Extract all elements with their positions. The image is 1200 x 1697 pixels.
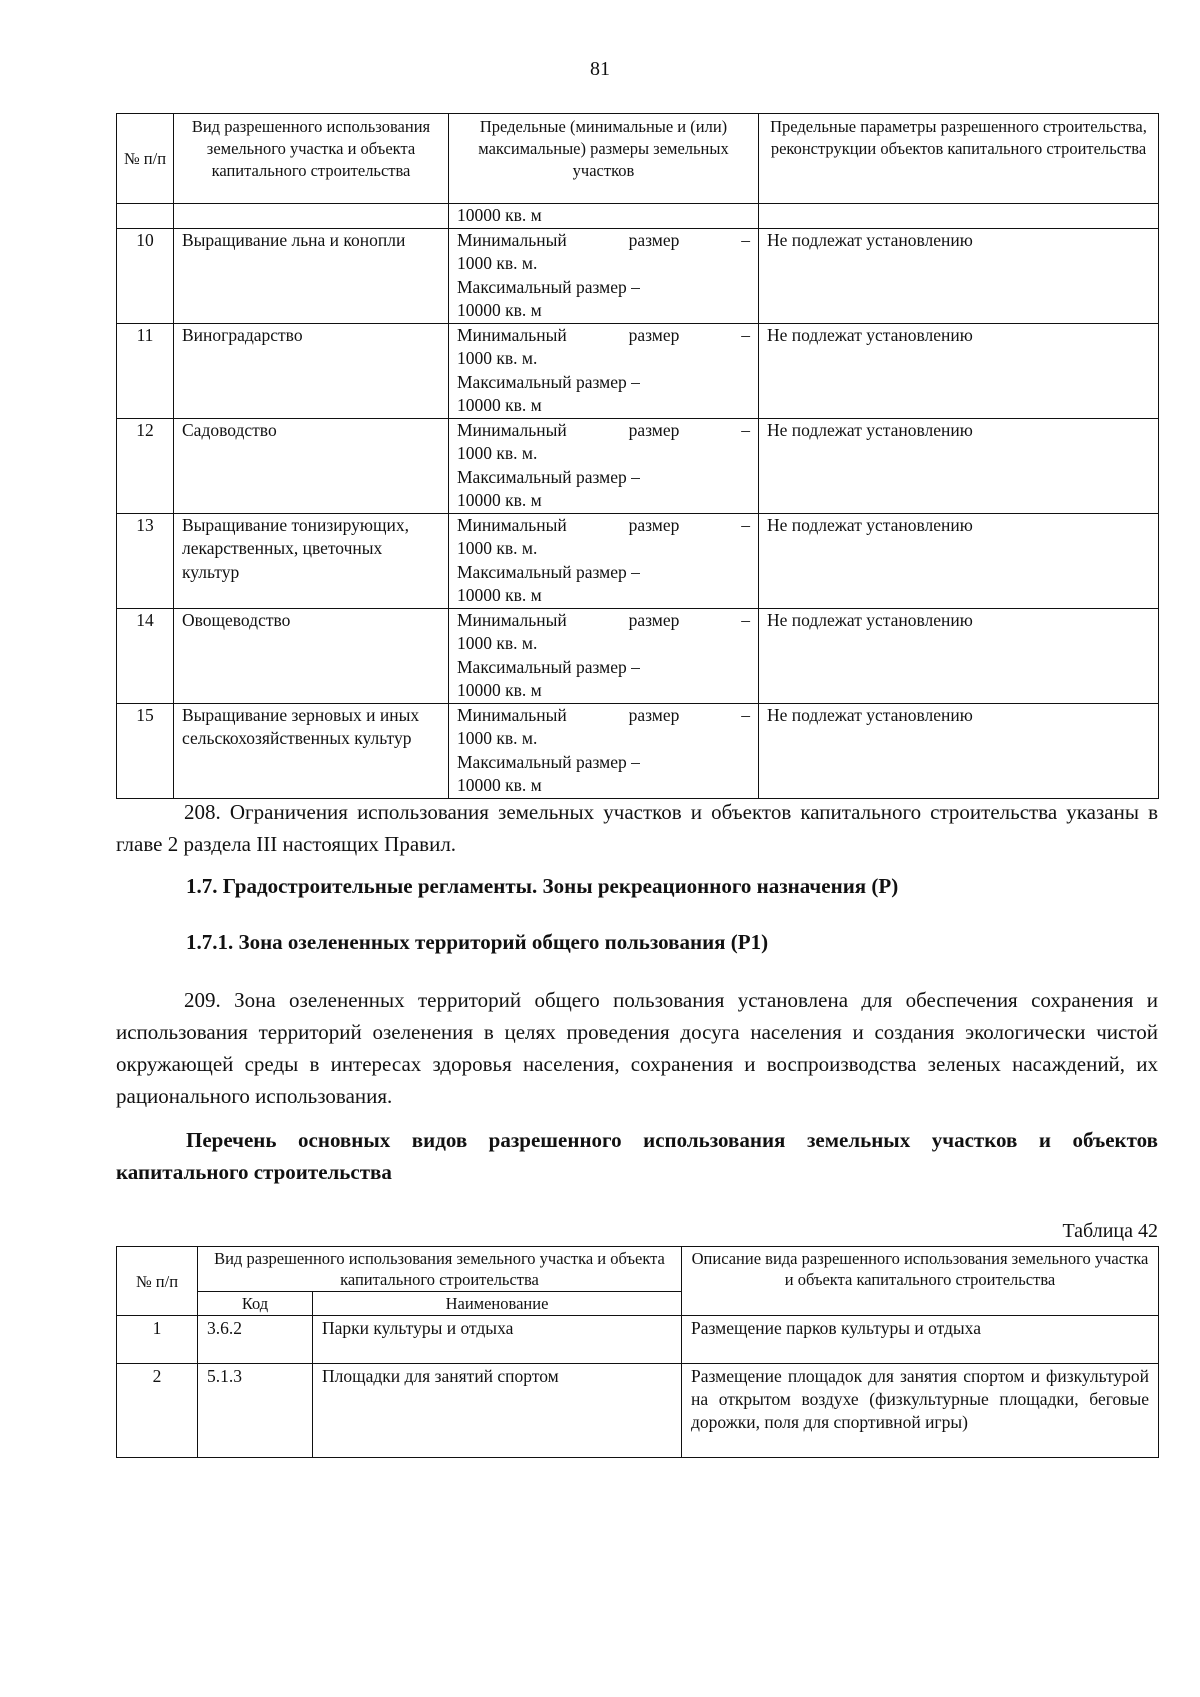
header-size-limits: Предельные (минимальные и (или) максимальные) размеры земельных участков [449,114,759,204]
min-size-value: 1000 кв. м. [457,253,538,273]
section-heading-1-7-1: 1.7.1. Зона озелененных территорий общего пользования (Р1) [186,930,769,954]
min-size-value: 1000 кв. м. [457,728,538,748]
row-number: 11 [117,323,174,418]
row-size-limits [449,228,759,323]
max-size-value: 10000 кв. м [457,490,542,510]
row-number: 10 [117,228,174,323]
row-description: Размещение парков культуры и отдыха [682,1316,1159,1364]
row-size-limits [449,323,759,418]
page-number: 81 [590,58,610,80]
max-size-value: 10000 кв. м [457,680,542,700]
max-size-label: Максимальный размер – [457,466,640,487]
row-number: 2 [117,1364,198,1458]
max-size-label: Максимальный размер – [457,276,640,297]
row-code: 3.6.2 [198,1316,313,1364]
max-size-label: Максимальный размер – [457,561,640,582]
max-size-label: Максимальный размер – [457,656,640,677]
table-row [117,703,1159,798]
max-size-value: 10000 кв. м [457,300,542,320]
table-row [117,323,1159,418]
min-size-label: Минимальный размер – [457,229,750,250]
row-use-type: Выращивание тонизирующих, лекарственных, цветочных культур [174,513,449,608]
row-number: 15 [117,703,174,798]
row-size-limits [449,513,759,608]
row-number: 1 [117,1316,198,1364]
min-size-label: Минимальный размер – [457,704,750,725]
row-description: Размещение площадок для занятия спортом и физкультурой на открытом воздухе (физкультурные площадки, беговые дорожки, поля для спортивной игры) [682,1364,1159,1458]
list-heading: Перечень основных видов разрешенного использования земельных участков и объектов капитального строительства [116,1128,1158,1184]
row-params: Не подлежат установлению [759,703,1159,798]
min-size-value: 1000 кв. м. [457,443,538,463]
header-num: № п/п [117,1247,198,1316]
row-use-type: Виноградарство [174,323,449,418]
row-number: 14 [117,608,174,703]
max-size-value: 10000 кв. м [457,395,542,415]
header-num: № п/п [117,114,174,204]
table-row [117,418,1159,513]
row-size-limits [449,608,759,703]
table-row [117,1364,1159,1458]
min-size-value: 1000 кв. м. [457,633,538,653]
main-land-uses-table [116,1246,1159,1458]
min-size-value: 1000 кв. м. [457,538,538,558]
row-size-limits [449,418,759,513]
row-params: Не подлежат установлению [759,513,1159,608]
row-number: 12 [117,418,174,513]
table-row [117,608,1159,703]
min-size-label: Минимальный размер – [457,514,750,535]
min-size-label: Минимальный размер – [457,324,750,345]
row-params: Не подлежат установлению [759,323,1159,418]
header-params: Предельные параметры разрешенного строительства, реконструкции объектов капитального строительства [759,114,1159,204]
max-size-label: Максимальный размер – [457,371,640,392]
max-size-value: 10000 кв. м [457,585,542,605]
header-use-type-group: Вид разрешенного использования земельного участка и объекта капитального строительства [198,1247,682,1292]
row-use-type: Садоводство [174,418,449,513]
header-name: Наименование [313,1292,682,1316]
row-use-type: Овощеводство [174,608,449,703]
row-size-limits [449,703,759,798]
max-size-value: 10000 кв. м [457,775,542,795]
row-code: 5.1.3 [198,1364,313,1458]
row-use-type: Выращивание зерновых и иных сельскохозяйственных культур [174,703,449,798]
row-name: Парки культуры и отдыха [313,1316,682,1364]
table-row [117,1316,1159,1364]
section-heading-1-7: 1.7. Градостроительные регламенты. Зоны рекреационного назначения (Р) [186,874,899,898]
min-size-value: 1000 кв. м. [457,348,538,368]
header-use-type: Вид разрешенного использования земельного участка и объекта капитального строительства [174,114,449,204]
min-size-label: Минимальный размер – [457,419,750,440]
row-use-type: Выращивание льна и конопли [174,228,449,323]
table-42-label: Таблица 42 [1062,1220,1158,1242]
continued-size-cell: 10000 кв. м [449,204,759,229]
header-code: Код [198,1292,313,1316]
row-number: 13 [117,513,174,608]
table-row [117,228,1159,323]
min-size-label: Минимальный размер – [457,609,750,630]
paragraph-209: 209. Зона озелененных территорий общего пользования установлена для обеспечения сохранения и использования территорий озеленения в целях проведения досуга населения и создания экологически чистой окружающей среды в интересах здоровья населения, сохранения и воспроизводства зеленых насаждений, их рационального использования. [116,988,1158,1108]
row-name: Площадки для занятий спортом [313,1364,682,1458]
table-row [117,513,1159,608]
land-use-limits-table [116,113,1159,799]
table-row-continued [117,204,1159,229]
paragraph-208: 208. Ограничения использования земельных участков и объектов капитального строительства указаны в главе 2 раздела III настоящих Правил. [116,800,1158,856]
row-params: Не подлежат установлению [759,228,1159,323]
row-params: Не подлежат установлению [759,418,1159,513]
row-params: Не подлежат установлению [759,608,1159,703]
max-size-label: Максимальный размер – [457,751,640,772]
header-description: Описание вида разрешенного использования земельного участка и объекта капитального строительства [682,1247,1159,1316]
